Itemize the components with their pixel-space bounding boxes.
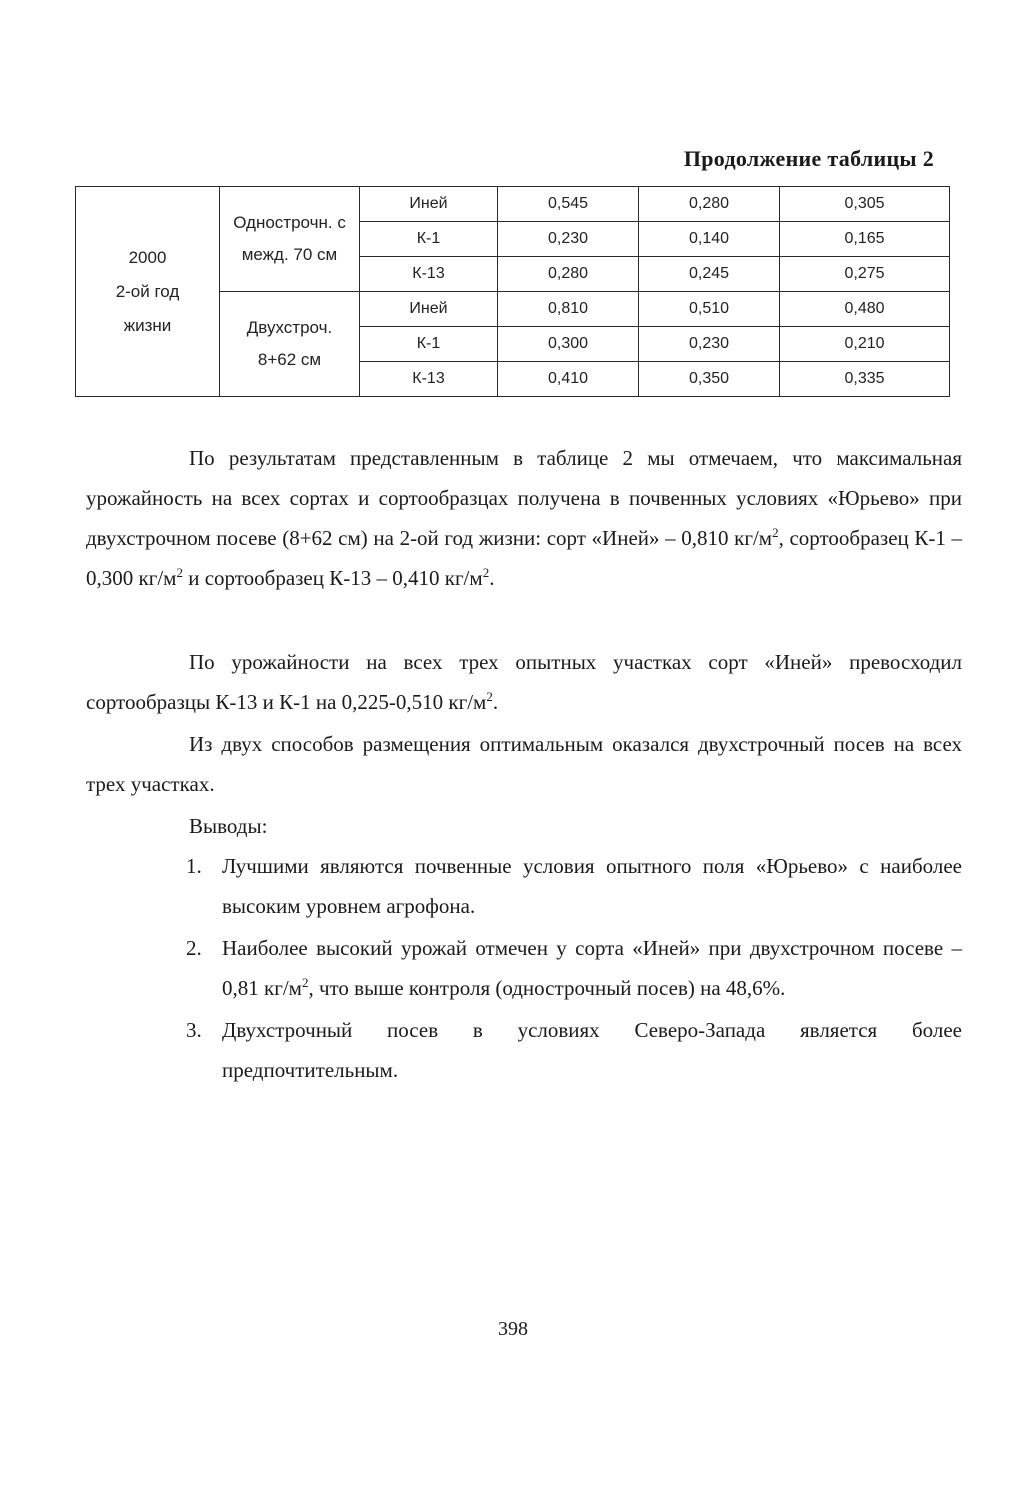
value-cell: 0,280 — [498, 257, 639, 292]
method-label: Двухстроч. — [246, 318, 333, 337]
variety-cell: Иней — [360, 292, 498, 327]
value-cell: 0,335 — [780, 362, 950, 397]
value-cell: 0,510 — [639, 292, 780, 327]
paragraph-text: По результатам представленным в таблице 2 мы отмечаем, что максимальная урожайность на всех сортах и сортообразцах получена в почвенных условиях «Юрьево» при двухстрочном посеве (8+62 см) на 2-ой год жизни: сорт «Иней» – 0,810 кг/м — [86, 446, 962, 550]
value-cell: 0,350 — [639, 362, 780, 397]
variety-cell: К-1 — [360, 327, 498, 362]
value-cell: 0,280 — [639, 187, 780, 222]
list-item-text: Наиболее высокий урожай отмечен у сорта «Иней» при двухстрочном посеве – 0,81 кг/м — [222, 936, 962, 1000]
superscript: 2 — [301, 975, 309, 990]
list-item — [186, 1010, 962, 1090]
paragraph-text: . — [489, 566, 495, 590]
superscript: 2 — [486, 689, 493, 704]
value-cell: 0,410 — [498, 362, 639, 397]
value-cell: 0,300 — [498, 327, 639, 362]
value-cell: 0,480 — [780, 292, 950, 327]
list-item — [186, 928, 962, 1008]
superscript: 2 — [482, 565, 490, 580]
value-cell: 0,305 — [780, 187, 950, 222]
paragraph-placement: Из двух способов размещения оптимальным оказался двухстрочный посев на всех трех участках. — [86, 732, 962, 796]
method-label: Однострочн. с — [233, 213, 346, 232]
value-cell: 0,810 — [498, 292, 639, 327]
year-label: 2000 — [128, 247, 167, 267]
yield-table — [75, 186, 950, 397]
list-number: 1. — [186, 854, 202, 878]
table-row — [76, 187, 950, 222]
value-cell: 0,165 — [780, 222, 950, 257]
variety-cell: К-1 — [360, 222, 498, 257]
list-item — [186, 846, 962, 926]
value-cell: 0,210 — [780, 327, 950, 362]
paragraph-text: , сортообразец К-1 – 0,300 кг/м — [86, 526, 963, 590]
paragraph-text: . — [492, 690, 499, 714]
year-of-life-label-2: жизни — [123, 315, 172, 335]
method-cell — [220, 292, 360, 397]
value-cell: 0,140 — [639, 222, 780, 257]
list-item-text: Двухстрочный посев в условиях Северо-Запада является более предпочтительным. — [222, 1018, 962, 1082]
year-cell — [76, 187, 220, 397]
value-cell: 0,230 — [498, 222, 639, 257]
value-cell: 0,230 — [639, 327, 780, 362]
list-item-text: Лучшими являются почвенные условия опытного поля «Юрьево» с наиболее высоким уровнем агрофона. — [222, 854, 962, 918]
conclusions-heading: Выводы: — [189, 814, 268, 838]
list-number: 2. — [186, 936, 202, 960]
list-item-text: , что выше контроля (однострочный посев) на 48,6%. — [308, 976, 786, 1000]
paragraph-results — [86, 438, 962, 598]
value-cell: 0,245 — [639, 257, 780, 292]
conclusions-list — [186, 846, 962, 1092]
superscript: 2 — [176, 565, 183, 580]
method-cell — [220, 187, 360, 292]
variety-cell: К-13 — [360, 257, 498, 292]
method-label-2: 8+62 см — [257, 350, 322, 369]
paragraph-text: и сортообразец К-13 – 0,410 кг/м — [182, 566, 483, 590]
method-label-2: межд. 70 см — [241, 245, 338, 264]
paragraph-comparison — [86, 642, 962, 722]
list-number: 3. — [186, 1018, 202, 1042]
table-caption: Продолжение таблицы 2 — [683, 146, 934, 171]
paragraph-text: По урожайности на всех трех опытных участках сорт «Иней» превосходил сортообразцы К-13 и К-1 на 0,225-0,510 кг/м — [86, 650, 962, 714]
value-cell: 0,275 — [780, 257, 950, 292]
superscript: 2 — [772, 525, 779, 540]
variety-cell: К-13 — [360, 362, 498, 397]
page-number: 398 — [498, 1318, 528, 1340]
value-cell: 0,545 — [498, 187, 639, 222]
year-of-life-label: 2-ой год — [115, 281, 180, 301]
variety-cell: Иней — [360, 187, 498, 222]
